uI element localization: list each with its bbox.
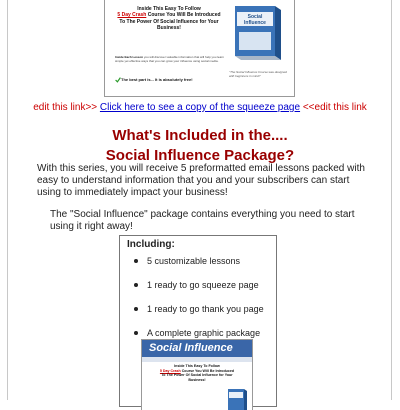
intro-paragraph: With this series, you will receive 5 preformatted email lessons packed with easy to understand information that you and your subscribers can start using to immediately impact your business!	[37, 163, 365, 198]
squeeze-body-rest: you will discover valuable information that will help you learn simple yet effective ways that you can grow your influence using social media.	[115, 55, 224, 63]
edit-link-prefix: edit this link>>	[33, 102, 98, 113]
bullet-icon	[134, 307, 138, 311]
squeeze-body-lead: Inside Each Lesson	[115, 55, 144, 59]
thumbnail-product-box	[226, 388, 248, 410]
squeeze-headline-red: 5 Day Crash	[117, 12, 147, 19]
edit-link-suffix: <<edit this link	[302, 102, 367, 113]
thumbnail-subbar	[142, 357, 252, 362]
section-heading	[0, 126, 400, 166]
page-left-border	[7, 0, 8, 400]
bullet-icon	[134, 259, 138, 263]
edit-link-line	[0, 102, 400, 113]
squeeze-free-text: The best part is... It is absolutely free!	[121, 77, 193, 82]
including-box	[119, 235, 277, 407]
squeeze-body-text	[115, 55, 225, 63]
list-item-label: 1 ready to go thank you page	[147, 304, 264, 314]
thumbnail-headline-line2: Course You Will Be Introduced To The Power Of Social Influence for Your Business!	[161, 368, 235, 382]
list-item-label: A complete graphic package	[147, 328, 261, 338]
product-box-image	[229, 4, 283, 60]
svg-text:Influence: Influence	[244, 20, 266, 26]
heading-line1: What's Included in the....	[112, 127, 288, 144]
bullet-icon	[134, 283, 138, 287]
squeeze-page-link[interactable]: Click here to see a copy of the squeeze page	[99, 102, 301, 113]
page-right-border	[391, 0, 392, 400]
squeeze-side-note: "The Social Influence Course was designed with beginners in mind!"	[229, 70, 287, 78]
thumbnail-banner-title: Social Influence	[149, 342, 233, 354]
squeeze-page-preview	[104, 0, 295, 97]
squeeze-headline-line1: Inside This Easy To Follow	[137, 6, 201, 12]
squeeze-headline-line2: Course You Will Be Introduced To The Power Of Social Influence for Your Business!	[119, 12, 221, 31]
thumbnail-headline-line1: Inside This Easy To Follow	[174, 364, 220, 368]
list-item-label: 1 ready to go squeeze page	[147, 280, 259, 290]
package-paragraph: The "Social Influence" package contains everything you need to start using it right away!	[50, 209, 355, 232]
squeeze-headline	[115, 6, 223, 31]
list-item-label: 5 customizable lessons	[147, 256, 241, 266]
heading-line2: Social Influence Package?	[105, 147, 295, 164]
thumbnail-headline-red: 5 Day Crash	[159, 368, 181, 373]
bullet-icon	[134, 331, 138, 335]
svg-text:Social: Social	[247, 14, 263, 20]
thumbnail-banner	[142, 340, 252, 358]
graphic-package-thumbnail	[141, 339, 253, 410]
including-title: Including:	[127, 239, 175, 250]
thumbnail-headline	[158, 364, 236, 382]
